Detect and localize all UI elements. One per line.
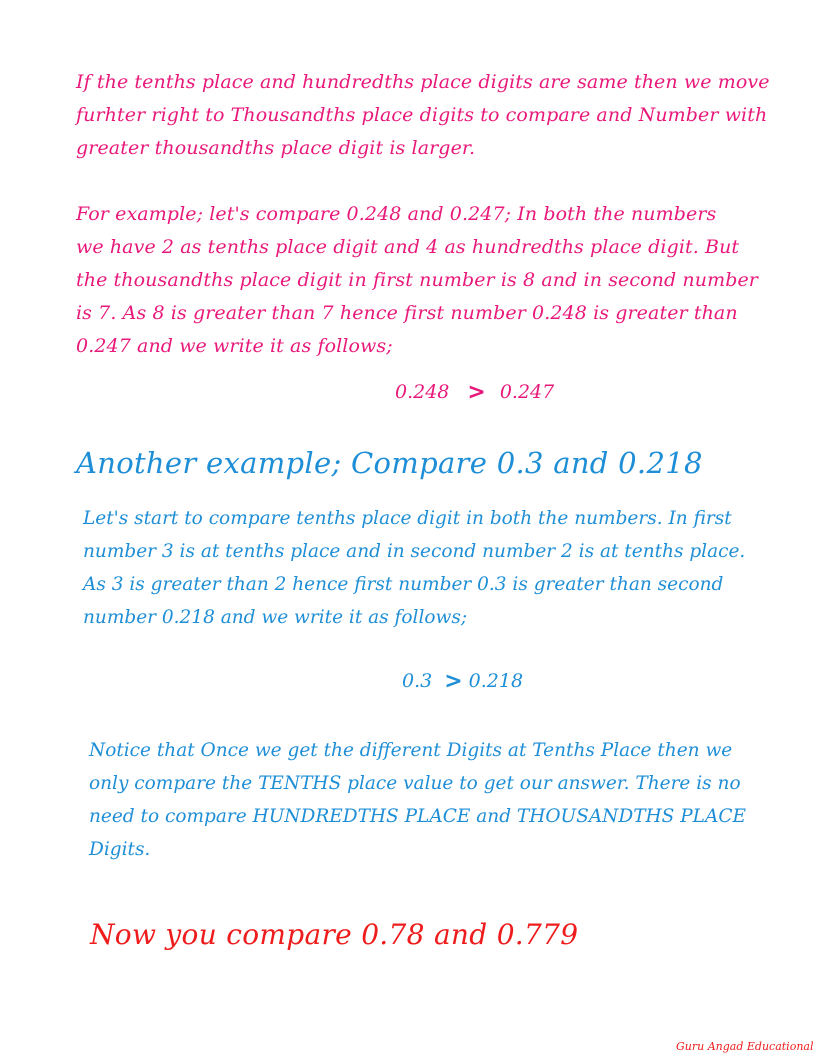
greater-than-symbol: > [444,669,463,694]
notice-line-3: need to compare HUNDREDTHS PLACE and THOUSANDTHS PLACE [89,806,746,827]
comparison-right-value: 0.247 [499,381,555,403]
example-one-line-2: we have 2 as tenths place digit and 4 as hundredths place digit. But [76,236,740,258]
notice-line-2: only compare the TENTHS place value to get our answer. There is no [89,773,741,794]
example-two-line-4: number 0.218 and we write it as follows; [83,607,468,628]
example-one-line-4: is 7. As 8 is greater than 7 hence first number 0.248 is greater than [76,302,738,324]
example-one-comparison [395,379,554,404]
example-two-line-3: As 3 is greater than 2 hence first number 0.3 is greater than second [83,574,724,595]
comparison-left-value: 0.248 [395,381,450,403]
comparison-right-value: 0.218 [468,670,524,692]
example-two-line-1: Let's start to compare tenths place digit in both the numbers. In first [83,508,732,529]
greater-than-symbol: > [467,380,486,405]
example-two-line-2: number 3 is at tenths place and in second number 2 is at tenths place. [83,541,746,562]
example-one-line-1: For example; let's compare 0.248 and 0.247; In both the numbers [76,203,717,225]
comparison-left-value: 0.3 [402,670,433,692]
example-one-line-3: the thousandths place digit in first number is 8 and in second number [76,269,758,291]
practice-task: Now you compare 0.78 and 0.779 [90,918,579,951]
example-two-heading: Another example; Compare 0.3 and 0.218 [76,446,703,480]
intro-line-1: If the tenths place and hundredths place digits are same then we move [76,71,770,93]
notice-line-1: Notice that Once we get the different Digits at Tenths Place then we [89,740,733,761]
example-two-comparison [402,668,523,693]
notice-line-4: Digits. [89,839,151,860]
example-one-line-5: 0.247 and we write it as follows; [76,335,393,357]
intro-line-3: greater thousandths place digit is larger. [76,137,476,159]
intro-line-2: furhter right to Thousandths place digits to compare and Number with [76,104,768,126]
footer-credit: Guru Angad Educational [676,1040,814,1053]
